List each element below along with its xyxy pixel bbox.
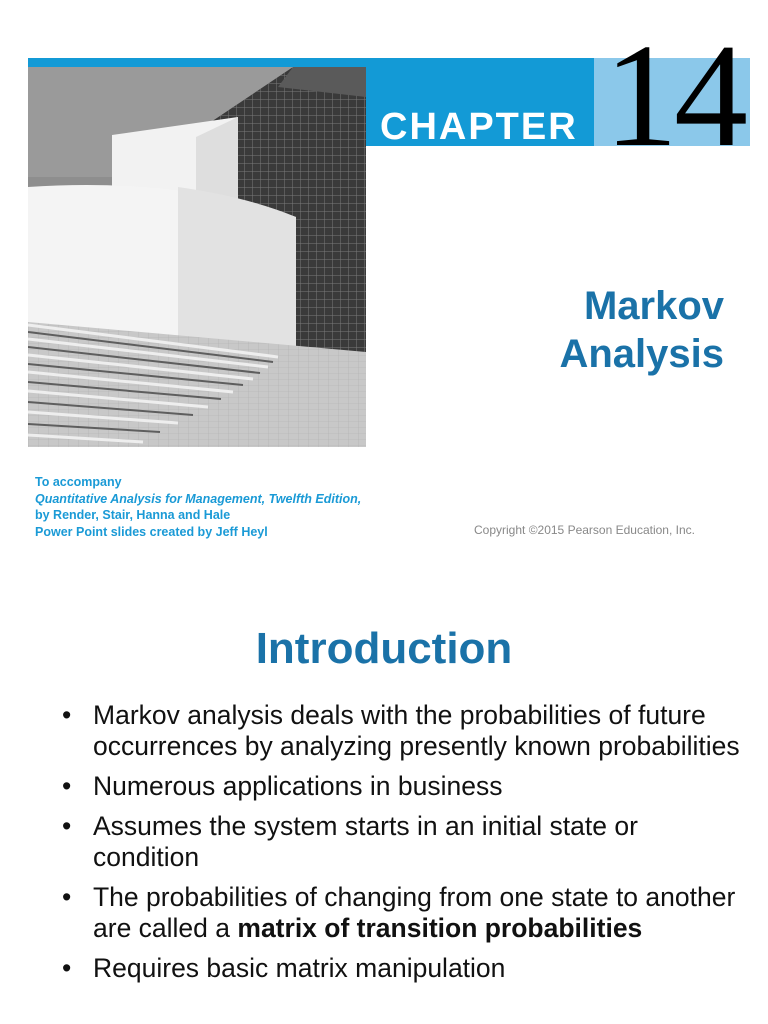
title-line-2: Analysis: [559, 332, 724, 376]
building-photo: [28, 67, 366, 447]
cover-title: [559, 282, 724, 378]
bullet-icon: •: [62, 771, 72, 801]
bullet-item: [62, 882, 742, 944]
bullet-text: Markov analysis deals with the probabilities of future occurrences by analyzing presently known probabilities: [93, 700, 740, 761]
bullet-icon: •: [62, 882, 72, 912]
introduction-slide: [0, 576, 768, 1024]
bullet-text: Numerous applications in business: [93, 771, 503, 801]
credit-line-1: To accompany: [35, 475, 122, 489]
chapter-number: 14: [604, 14, 744, 178]
credits-block: [35, 474, 361, 540]
bullet-icon: •: [62, 811, 72, 841]
bullet-item: [62, 953, 742, 984]
slide-title: Introduction: [255, 624, 513, 673]
bullet-item: [62, 771, 742, 802]
copyright-notice: Copyright ©2015 Pearson Education, Inc.: [474, 523, 695, 537]
bullet-text-bold: matrix of transition probabilities: [237, 913, 643, 943]
bullet-list: [62, 700, 742, 993]
credit-slides: Power Point slides created by Jeff Heyl: [35, 524, 268, 539]
credit-book-title: Quantitative Analysis for Management, Twelfth Edition,: [35, 491, 362, 506]
credit-authors: by Render, Stair, Hanna and Hale: [35, 508, 231, 522]
bullet-item: [62, 811, 742, 873]
bullet-text: Requires basic matrix manipulation: [93, 953, 506, 983]
bullet-icon: •: [62, 953, 72, 983]
bullet-icon: •: [62, 700, 72, 730]
title-line-1: Markov: [583, 284, 724, 328]
bullet-text-plain: The probabilities of changing from one state to another are called a: [93, 882, 736, 943]
bullet-text: [93, 882, 735, 943]
chapter-label: CHAPTER: [380, 106, 578, 148]
bullet-item: [62, 700, 742, 762]
bullet-text: Assumes the system starts in an initial state or condition: [93, 811, 638, 872]
